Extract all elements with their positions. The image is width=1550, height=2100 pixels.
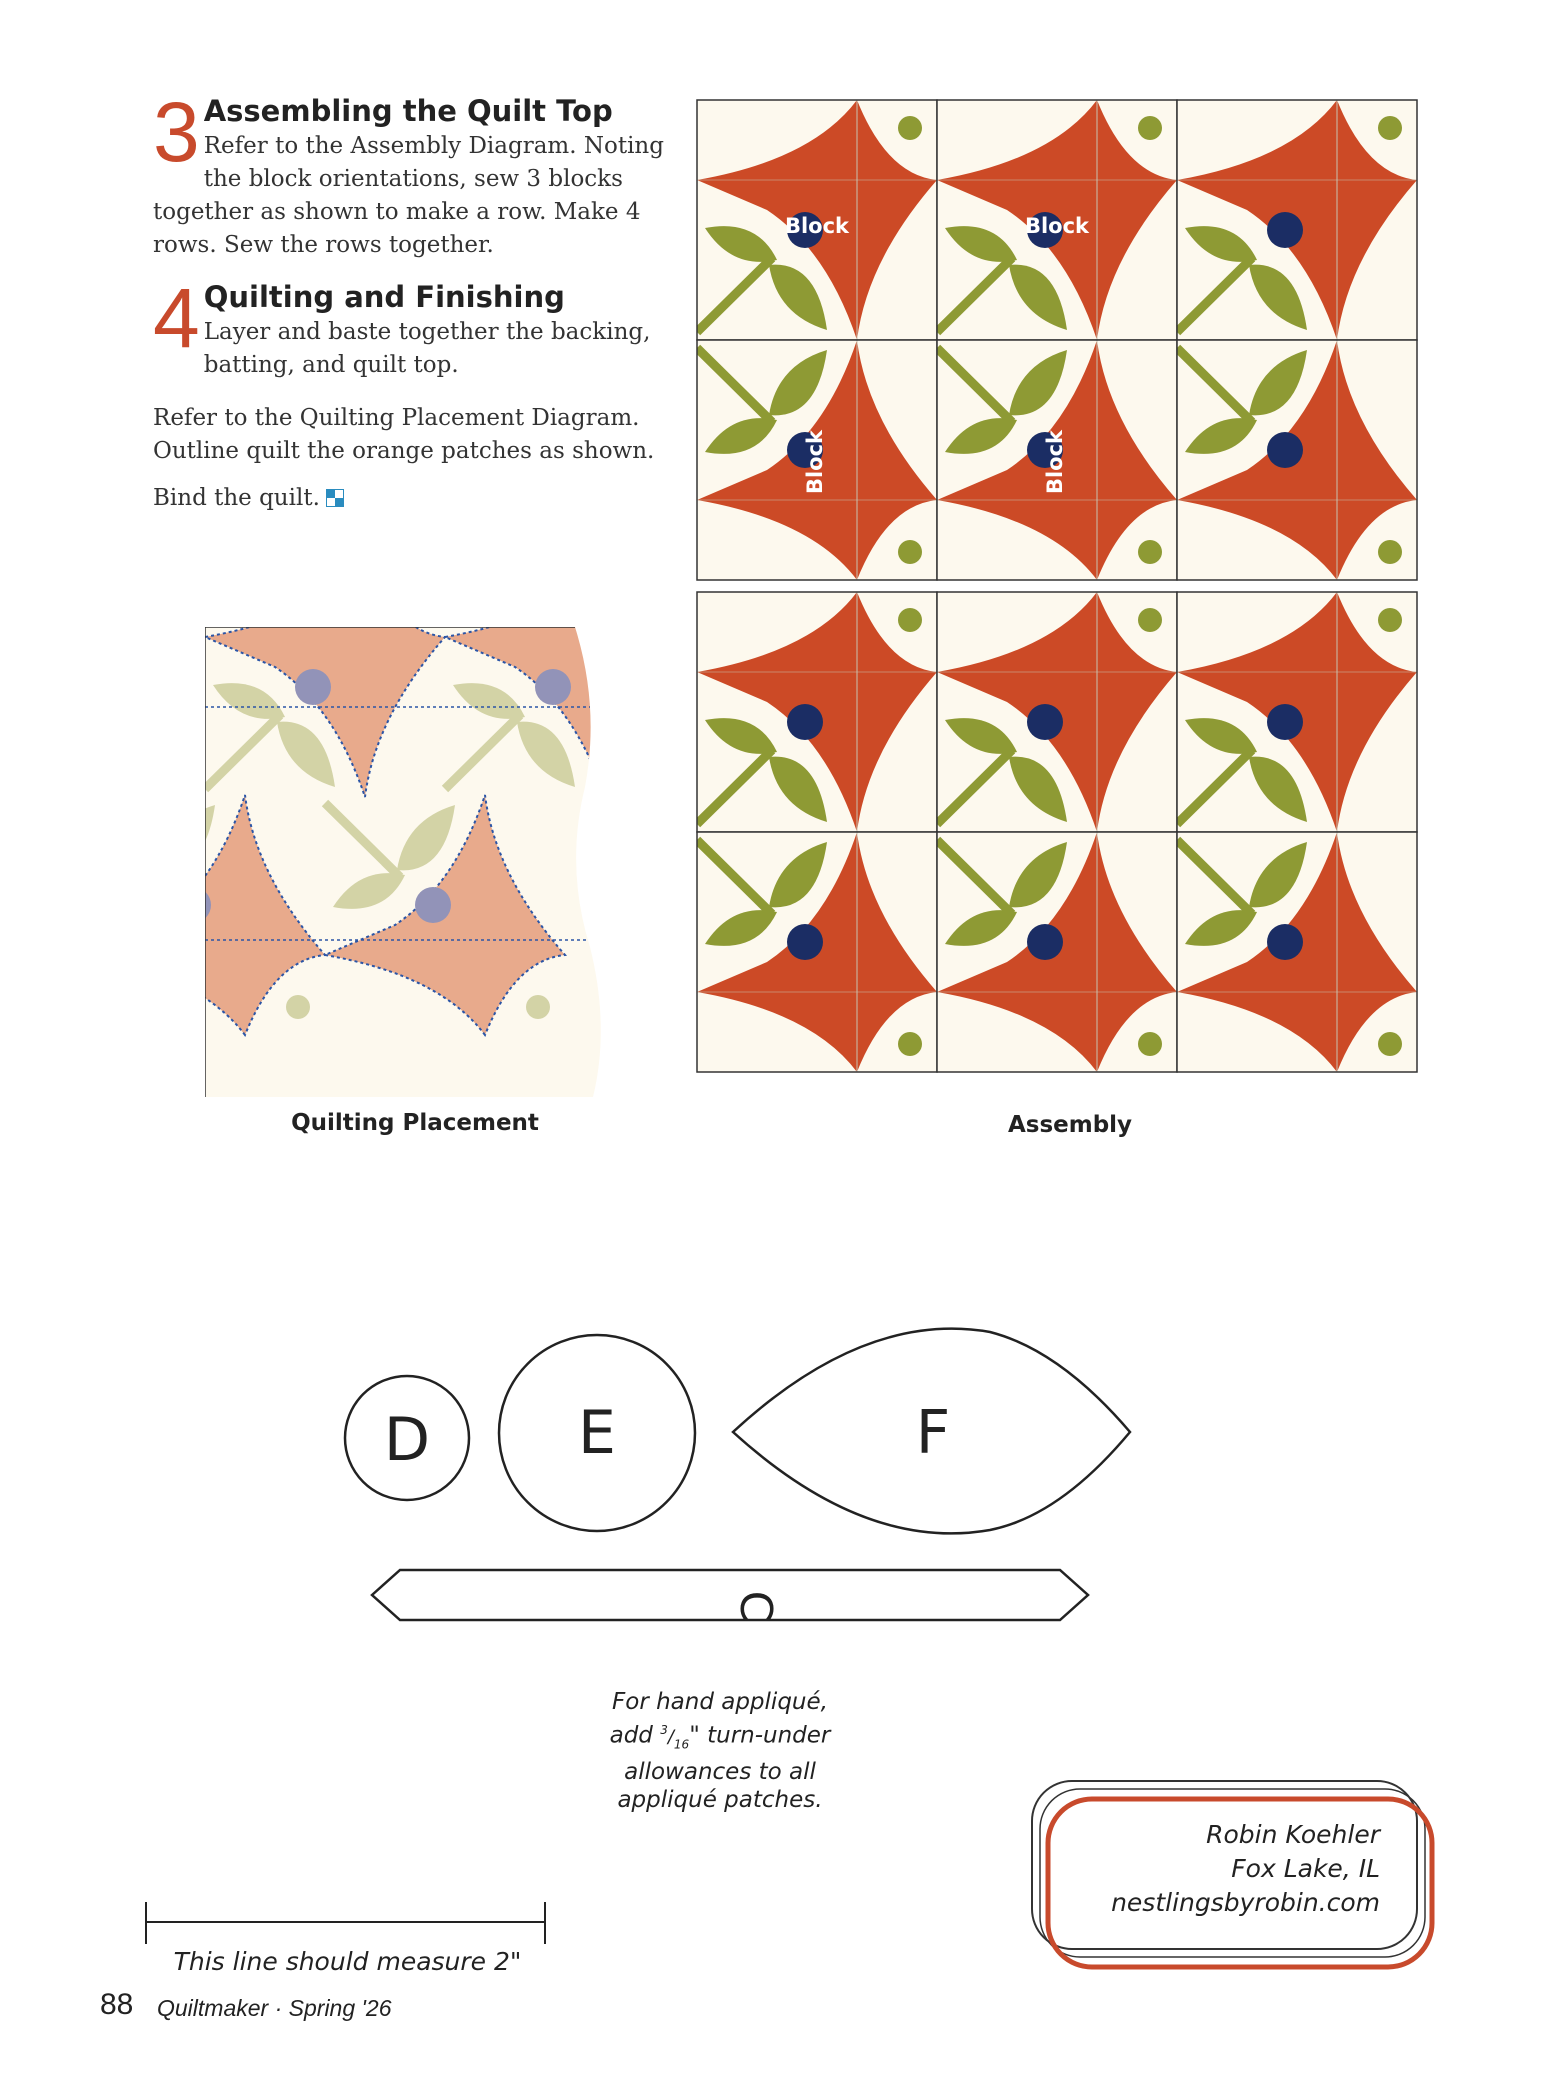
- step-number: 4: [153, 271, 200, 365]
- designer-credit: [1090, 1818, 1380, 1920]
- issue: Spring '26: [288, 1995, 392, 2021]
- applique-note: [570, 1688, 870, 1814]
- block-label: Block: [1043, 429, 1067, 495]
- bind-paragraph: [153, 482, 673, 515]
- designer-website: nestlingsbyrobin.com: [1111, 1888, 1380, 1917]
- designer-name: Robin Koehler: [1206, 1820, 1380, 1849]
- note-line: For hand appliqué,: [612, 1689, 828, 1715]
- pattern-d-label: D: [383, 1405, 431, 1475]
- designer-location: Fox Lake, IL: [1231, 1854, 1380, 1883]
- quilt-block: [1177, 340, 1417, 580]
- quilt-block: [1177, 100, 1417, 340]
- block-label: Block: [803, 429, 827, 495]
- page-number: 88: [100, 1988, 134, 2021]
- note-line: appliqué patches.: [617, 1787, 823, 1814]
- note-line-fraction: add $^3/_{16}$" turn-under: [609, 1722, 831, 1752]
- block-label: Block: [1024, 214, 1090, 238]
- pattern-f-label: F: [915, 1398, 951, 1468]
- pattern-e-label: E: [578, 1398, 616, 1468]
- step-number: 3: [153, 85, 200, 179]
- quilt-block: [937, 592, 1177, 832]
- quilt-block: [697, 832, 937, 1072]
- pattern-c-label: C: [730, 1590, 781, 1622]
- quilt-block: [937, 832, 1177, 1072]
- magazine-name: Quiltmaker: [157, 1995, 269, 2021]
- step-text: Layer and baste together the backing, batting, and quilt top.: [203, 319, 651, 378]
- bind-text: Bind the quilt.: [153, 485, 320, 511]
- block-label: Block: [784, 214, 850, 238]
- step-title: Assembling the Quilt Top: [203, 94, 613, 128]
- note-line: allowances to all: [624, 1759, 816, 1786]
- step-4: [153, 271, 673, 382]
- quilt-block: [1177, 832, 1417, 1072]
- end-mark-icon: [326, 489, 344, 507]
- pattern-c-shape: [372, 1570, 1088, 1620]
- measure-line: [142, 1900, 552, 1950]
- measure-caption: This line should measure 2": [173, 1947, 522, 1976]
- quilting-placement-diagram: [205, 627, 605, 1097]
- step-3: [153, 85, 673, 262]
- magazine-credit: [157, 1995, 392, 2022]
- quilt-block: [1177, 592, 1417, 832]
- quilt-block: [697, 592, 937, 832]
- quilting-caption: Quilting Placement: [291, 1110, 539, 1136]
- assembly-diagram: [695, 92, 1420, 1092]
- assembly-caption: Assembly: [1007, 1112, 1133, 1138]
- separator: ·: [274, 1995, 283, 2021]
- step-text: Refer to the Assembly Diagram. Noting the block orientations, sew 3 blocks together as shown to make a row. Make 4 rows. Sew the rows together.: [153, 133, 664, 258]
- quilting-paragraph: Refer to the Quilting Placement Diagram. Outline quilt the orange patches as shown.: [153, 405, 655, 464]
- step-title: Quilting and Finishing: [203, 280, 565, 314]
- applique-patterns: [340, 1320, 1160, 1650]
